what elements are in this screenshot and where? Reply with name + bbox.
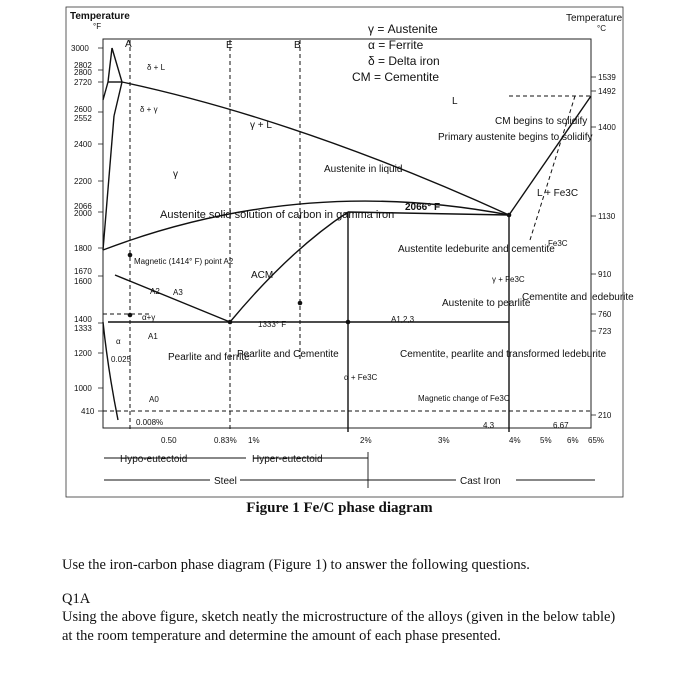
tick-1400: 1400 [598,123,616,132]
cast-iron-label: Cast Iron [460,476,501,487]
tick-0008: 0.008% [136,418,164,427]
magnetic-fe3c-label: Magnetic change of Fe3C [418,394,510,403]
region-austenite-solid-solution: Austenite solid solution of carbon in gamma iron [160,209,395,221]
region-austenite-liquid: Austenite in liquid [324,164,403,175]
eutectic-temp-label: 2066° F [405,202,441,213]
right-axis-title: Temperature [566,13,623,24]
tick-910: 910 [598,270,612,279]
region-delta-gamma: δ + γ [140,105,158,114]
region-cm-begins: CM begins to solidify [495,116,588,127]
figure-caption: Figure 1 Fe/C phase diagram [246,500,433,516]
tick-6pct: 6% [567,436,579,445]
legend-austenite: γ = Austenite [368,22,438,36]
tick-1539: 1539 [598,73,616,82]
legend-cementite: CM = Cementite [352,70,440,84]
tick-723: 723 [598,327,612,336]
plot-box [103,39,591,428]
region-gamma: γ [173,169,178,180]
tick-1600: 1600 [74,277,92,286]
region-gamma-fe3c: γ + Fe3C [492,275,525,284]
tick-2066: 2066 [74,202,92,211]
a1-label: A1 [148,332,158,341]
temp-1333-label: 1333° F [258,320,287,329]
region-pearlite-cementite: Pearlite and Cementite [237,349,339,360]
tick-1200: 1200 [74,349,92,358]
point-a: A [125,39,132,50]
tick-1pct: 1% [248,436,260,445]
region-fe3c: Fe3C [548,239,568,248]
a0-label: A0 [149,395,159,404]
point-l: L [452,96,458,107]
acm-label: ACM [251,270,274,281]
tick-1333: 1333 [74,324,92,333]
left-axis-title: Temperature [70,11,130,22]
tick-3000: 3000 [71,44,89,53]
tick-1492: 1492 [598,87,616,96]
tick-050: 0.50 [161,436,177,445]
tick-2pct: 2% [360,436,372,445]
tick-1670: 1670 [74,267,92,276]
region-gamma-liquid: γ + L [250,120,272,131]
tick-410: 410 [81,407,95,416]
tick-65pct: 65% [588,436,605,445]
hypo-eutectoid-label: Hypo-eutectoid [120,454,188,465]
legend-ferrite: α = Ferrite [368,38,424,52]
right-ticks [591,77,596,415]
region-cementite-ledeburite: Cementite and ledeburite [522,292,634,303]
alpha-gamma-label: α+γ [142,313,156,322]
tick-760: 760 [598,310,612,319]
region-cementite-pearlite: Cementite, pearlite and transformed ledeburite [400,349,607,360]
alpha-label: α [116,337,121,346]
tick-2720: 2720 [74,78,92,87]
region-alpha-fe3c: α + Fe3C [344,373,378,382]
tick-2800: 2800 [74,68,92,77]
right-axis-unit: °C [597,24,606,33]
region-austenite-pearlite: Austenite to pearlite [442,298,531,309]
tick-2552: 2552 [74,114,92,123]
steel-label: Steel [214,476,237,487]
question-text: Using the above figure, sketch neatly the microstructure of the alloys (given in the below table) at the room temperature and determine the amount of each phase presented. [62,609,616,644]
tick-1000: 1000 [74,384,92,393]
region-austenite-ledeburite: Austentite ledeburite and cementite [398,244,555,255]
point-b: B [294,40,301,51]
tick-2000: 2000 [74,209,92,218]
tick-1400: 1400 [74,315,92,324]
magnetic-point-label: Magnetic (1414° F) point A2 [134,257,234,266]
question-id: Q1A [62,591,91,607]
a3-label: A3 [173,288,183,297]
region-pearlite-ferrite: Pearlite and ferrite [168,352,250,363]
a123-label: A1,2,3 [391,315,415,324]
left-axis-unit: °F [93,22,102,31]
region-delta-liquid: δ + L [147,63,166,72]
tick-083: 0.83% [214,436,237,445]
tick-210: 210 [598,411,612,420]
a2-label: A2 [150,287,160,296]
tick-1800: 1800 [74,244,92,253]
point-e: E [226,40,233,51]
tick-2802: 2802 [74,61,92,70]
region-primary-austenite: Primary austenite begins to solidify [438,132,593,143]
region-l-fe3c: L + Fe3C [537,188,579,199]
tick-667: 6.67 [553,421,569,430]
hyper-eutectoid-label: Hyper-eutectoid [252,454,323,465]
tick-1130: 1130 [598,212,616,221]
tick-2400: 2400 [74,140,92,149]
legend-delta: δ = Delta iron [368,54,440,68]
tick-5pct: 5% [540,436,552,445]
tick-0025: 0.025 [111,355,132,364]
intro-text: Use the iron-carbon phase diagram (Figure 1) to answer the following questions. [62,557,530,573]
tick-3pct: 3% [438,436,450,445]
tick-4pct: 4% [509,436,521,445]
tick-2200: 2200 [74,177,92,186]
tick-43: 4.3 [483,421,495,430]
left-ticks [98,48,103,411]
tick-2600: 2600 [74,105,92,114]
